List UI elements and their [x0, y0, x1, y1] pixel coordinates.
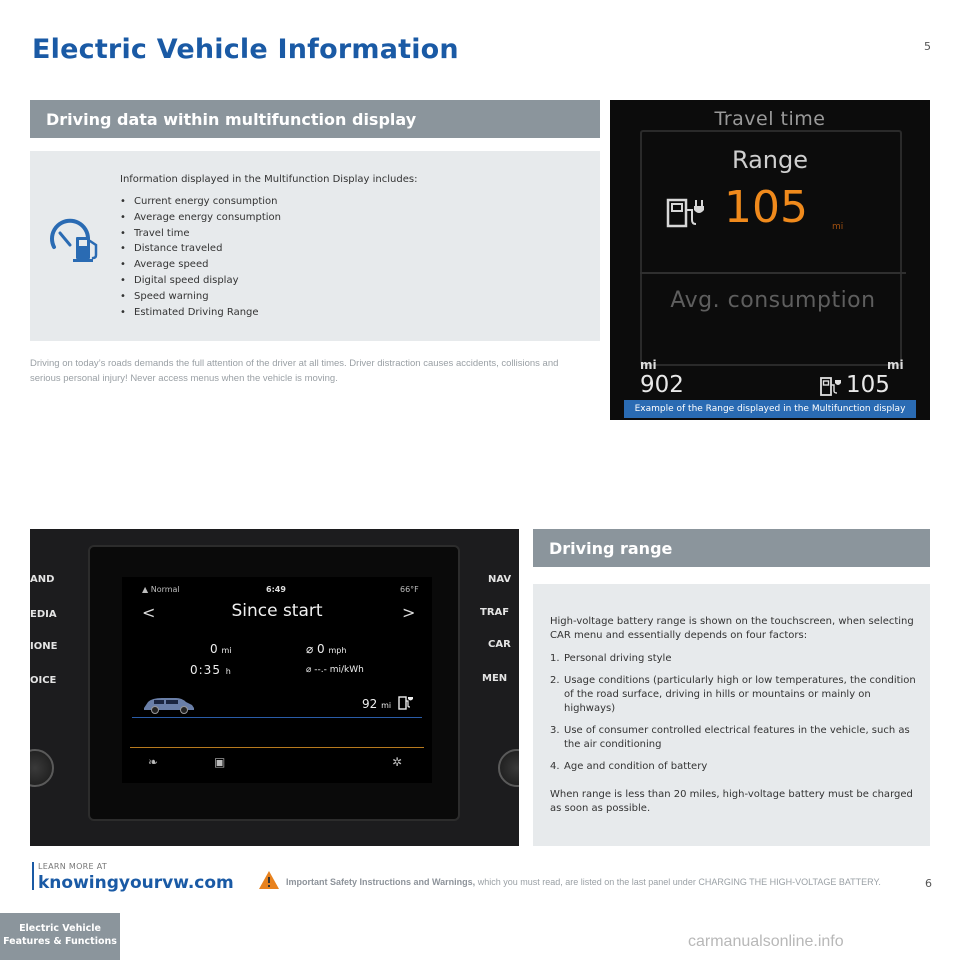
driving-data-intro: Information displayed in the Multifunction Display includes: [120, 174, 418, 185]
cluster-range-value: 105 [724, 182, 808, 233]
cluster-travel-time: Travel time [714, 108, 826, 130]
side-button-right: MEN [482, 673, 508, 684]
list-item [550, 760, 920, 774]
infotainment-screen [122, 577, 432, 783]
prev-page-arrow: < [142, 603, 156, 622]
volume-knob [30, 749, 54, 787]
avg-consumption-readout: ⌀ --.- mi/kWh [306, 665, 364, 675]
side-button-right: NAV [488, 574, 512, 585]
list-item [550, 724, 920, 752]
page-number-bottom: 6 [925, 877, 932, 890]
list-item: • Estimated Driving Range [120, 307, 281, 323]
battery-menu-icon: ▣ [214, 755, 226, 769]
cluster-caption: Example of the Range displayed in the Multifunction display [624, 400, 916, 418]
infotainment-photo [30, 529, 519, 846]
charge-pump-icon [666, 196, 710, 232]
list-item [550, 652, 920, 666]
list-item: • Average energy consumption [120, 212, 281, 228]
duration-unit: h [225, 667, 232, 676]
list-item: • Current energy consumption [120, 196, 281, 212]
range-unit-small: mi [887, 358, 904, 372]
energy-gauge-icon [48, 217, 104, 269]
range-progress-line [132, 717, 422, 718]
avg-speed-value: ⌀ 0 [306, 642, 325, 656]
menu-divider [130, 747, 424, 748]
settings-icon: ✲ [392, 755, 403, 769]
factor-text: Personal driving style [564, 653, 672, 664]
driving-data-heading [30, 100, 600, 138]
cluster-avg-consumption: Avg. consumption [640, 272, 906, 322]
range-factors-list [550, 652, 920, 782]
screen-temperature: 66°F [400, 585, 419, 594]
side-button-right: CAR [488, 639, 511, 650]
page-title: Electric Vehicle Information [32, 34, 459, 65]
driving-range-panel [533, 584, 930, 846]
cluster-range-title: Range [731, 146, 809, 174]
list-item [550, 674, 920, 716]
website-link[interactable]: knowingyourvw.com [38, 873, 234, 893]
distance-value: 0 [210, 642, 218, 656]
driving-data-heading-text: Driving data within multifunction display [46, 109, 417, 129]
screen-clock: 6:49 [266, 585, 286, 594]
duration-readout [190, 663, 232, 677]
odometer-value: 902 [640, 372, 684, 398]
side-button-left: AND [30, 574, 55, 585]
screen-range-readout [362, 697, 391, 711]
list-item: • Distance traveled [120, 243, 281, 259]
next-page-arrow: > [402, 603, 416, 622]
section-tab [0, 913, 120, 960]
factor-text: Age and condition of battery [564, 761, 708, 772]
learn-more-label: LEARN MORE AT [38, 862, 108, 871]
side-button-left: IONE [30, 641, 58, 652]
screen-charge-icon [398, 695, 414, 711]
screen-range-unit: mi [381, 701, 392, 710]
cluster-display-photo [610, 100, 930, 420]
drive-mode-status: ▲ Normal [142, 585, 180, 594]
safety-notice-rest: which you must read, are listed on the last panel under CHARGING THE HIGH-VOLTAGE BATTERY. [475, 877, 881, 887]
factor-number: 3. [550, 725, 560, 736]
section-tab-line1: Electric Vehicle [19, 923, 101, 934]
screen-title: Since start [231, 601, 323, 621]
side-button-left: EDIA [30, 609, 57, 620]
driving-range-heading [533, 529, 930, 567]
safety-notice [286, 877, 881, 887]
learn-more-accent [32, 862, 34, 890]
driving-data-panel [30, 151, 600, 341]
range-value-small: 105 [846, 372, 890, 398]
list-item: • Travel time [120, 228, 281, 244]
factor-number: 1. [550, 653, 560, 664]
cluster-range-unit: mi [832, 222, 844, 232]
section-tab-line2: Features & Functions [3, 936, 117, 947]
tune-knob [498, 749, 519, 787]
page-number-top: 5 [924, 40, 931, 53]
driving-range-intro: High-voltage battery range is shown on the touchscreen, when selecting CAR menu and essentially depends on four factors: [550, 616, 914, 641]
odometer-unit: mi [640, 358, 657, 372]
driving-range-closing: When range is less than 20 miles, high-voltage battery must be charged as soon as possible. [550, 789, 913, 814]
list-item: • Average speed [120, 259, 281, 275]
list-item: • Digital speed display [120, 275, 281, 291]
duration-value: 0:35 [190, 663, 221, 677]
distance-unit: mi [221, 646, 232, 655]
side-button-right: TRAF [480, 607, 510, 618]
watermark: carmanualsonline.info [688, 933, 844, 950]
safety-notice-bold: Important Safety Instructions and Warnings, [286, 877, 476, 887]
eco-icon: ❧ [148, 755, 159, 769]
side-button-left: OICE [30, 675, 57, 686]
car-icon [140, 694, 198, 714]
charge-pump-small-icon [820, 376, 844, 398]
driving-data-list [120, 196, 281, 322]
factor-number: 2. [550, 675, 560, 686]
driver-distraction-warning: Driving on today’s roads demands the full attention of the driver at all times. Driver distraction causes accidents, collisions and serious personal injury! Never access menus when the vehicle is moving. [30, 358, 559, 384]
factor-text: Usage conditions (particularly high or low temperatures, the condition of the road surface, driving in hills or mountains or mainly on highways) [564, 675, 916, 714]
driving-range-heading-text: Driving range [549, 538, 673, 558]
drive-mode-label: Normal [150, 585, 180, 594]
warning-triangle-icon [258, 870, 280, 890]
distance-readout [210, 642, 231, 656]
avg-speed-unit: mph [328, 646, 347, 655]
list-item: • Speed warning [120, 291, 281, 307]
screen-range-value: 92 [362, 697, 378, 711]
factor-text: Use of consumer controlled electrical features in the vehicle, such as the air conditioning [564, 725, 910, 750]
avg-speed-readout [306, 642, 346, 656]
factor-number: 4. [550, 761, 560, 772]
